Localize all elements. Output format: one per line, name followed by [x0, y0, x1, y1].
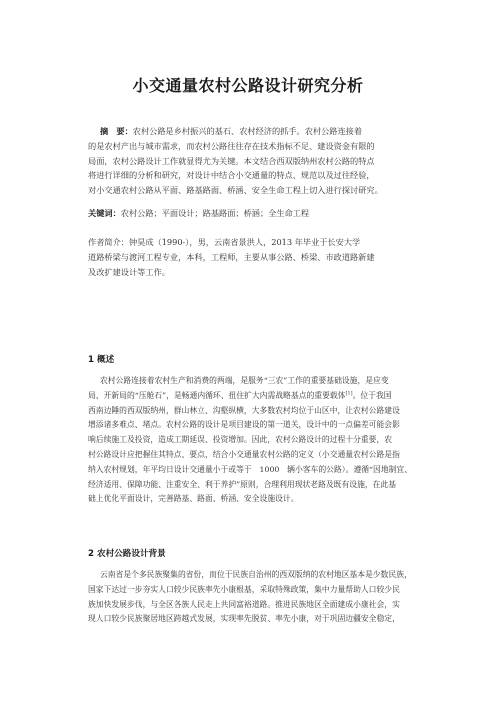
paragraph-line: 经济适用、保障功能、注重安全、利于养护”原则，合理利用现状老路及既有设施，在此基	[88, 479, 397, 489]
keywords-label: 关键词：	[88, 208, 121, 218]
paragraph-line: 局、开新局的“压舱石”，是畅通内循环、扭住扩大内需战略基点的重要载体[1]。位于我国	[88, 390, 392, 400]
abstract-line: 对小交通农村公路从平面、路基路面、桥涵、安全生命工程上切入进行探讨研究。	[88, 185, 383, 196]
keywords	[88, 206, 440, 221]
paragraph-line: 础上优化平面设计，完善路基、路面、桥涵、安全设施设计。	[88, 494, 299, 504]
author-line: 道路桥梁与渡河工程专业，本科，工程师，主要从事公路、桥梁、市政道路新建	[88, 251, 375, 262]
paragraph-line: 云南省是个多民族聚集的省份，而位于民族自治州的西双版纳的农村地区基本是少数民族，	[100, 570, 412, 579]
paragraph-line: 农村公路连接着农村生产和消费的两端，是服务“三农”工作的重要基础设施，是应变	[100, 376, 389, 385]
paper-title: 小交通量农村公路设计研究分析	[132, 76, 364, 95]
paragraph-line: 现人口较少民族聚居地区跨越式发展，实现率先脱贫、率先小康，对于巩固边疆安全稳定，	[88, 614, 400, 624]
abstract	[88, 124, 440, 198]
section-heading-1: 1 概述	[88, 355, 115, 365]
abstract-line: 摘 要：农村公路是乡村振兴的基石、农村经济的抓手。农村公路连接着	[100, 126, 363, 136]
section-1-body	[88, 374, 440, 507]
citation-ref: [1]	[345, 390, 353, 397]
abstract-line: 将进行详细的分析和研究，对设计中结合小交通量的特点、规范以及过往经验，	[88, 170, 375, 181]
paragraph-line: 族加快发展步伐，与全区各族人民走上共同富裕道路。推进民族地区全面建成小康社会，实	[88, 599, 400, 609]
keywords-text: 农村公路；平面设计；路基路面；桥涵；全生命工程	[120, 208, 310, 218]
abstract-label: 摘 要：	[100, 126, 133, 136]
author-line: 及改扩建设计等工作。	[88, 266, 170, 277]
paragraph-line: 响后续施工及投资，造成工期延误、投资增加。因此，农村公路设计的过程十分重要，农	[88, 435, 393, 445]
abstract-line: 的是农村产出与城市需求，而农村公路往往存在技术指标不足、建设资金有限的	[88, 140, 375, 151]
paragraph-line: 村公路设计应把握住其特点、要点，结合小交通量农村公路的定义（小交通量农村公路是指	[88, 449, 400, 459]
section-2-body	[88, 568, 440, 627]
author-bio	[88, 235, 440, 279]
paragraph-line: 纳入农村规划，年平均日设计交通量小于或等于 1000 辆小客车的公路）。遵循“因地制宜、	[88, 464, 413, 474]
paragraph-line: 国家下达过一步夯实人口较少民族率先小康根基，采取特殊政策，集中力量帮助人口较少民	[88, 584, 400, 594]
section-heading-2: 2 农村公路设计背景	[88, 549, 166, 559]
author-line: 作者简介：钟昊成（1990-），男，云南省景洪人，2013 年毕业于长安大学	[88, 237, 361, 247]
paragraph-line: 增添诸多难点、堵点。农村公路的设计是项目建设的第一道关，设计中的一点偏差可能会影	[88, 420, 400, 430]
abstract-line: 局面，农村公路设计工作就显得尤为关键。本文结合西双版纳州农村公路的特点	[88, 155, 375, 166]
paragraph-line: 西南边陲的西双版纳州，群山林立、沟壑纵横，大多数农村均位于山区中，让农村公路建设	[88, 405, 400, 415]
